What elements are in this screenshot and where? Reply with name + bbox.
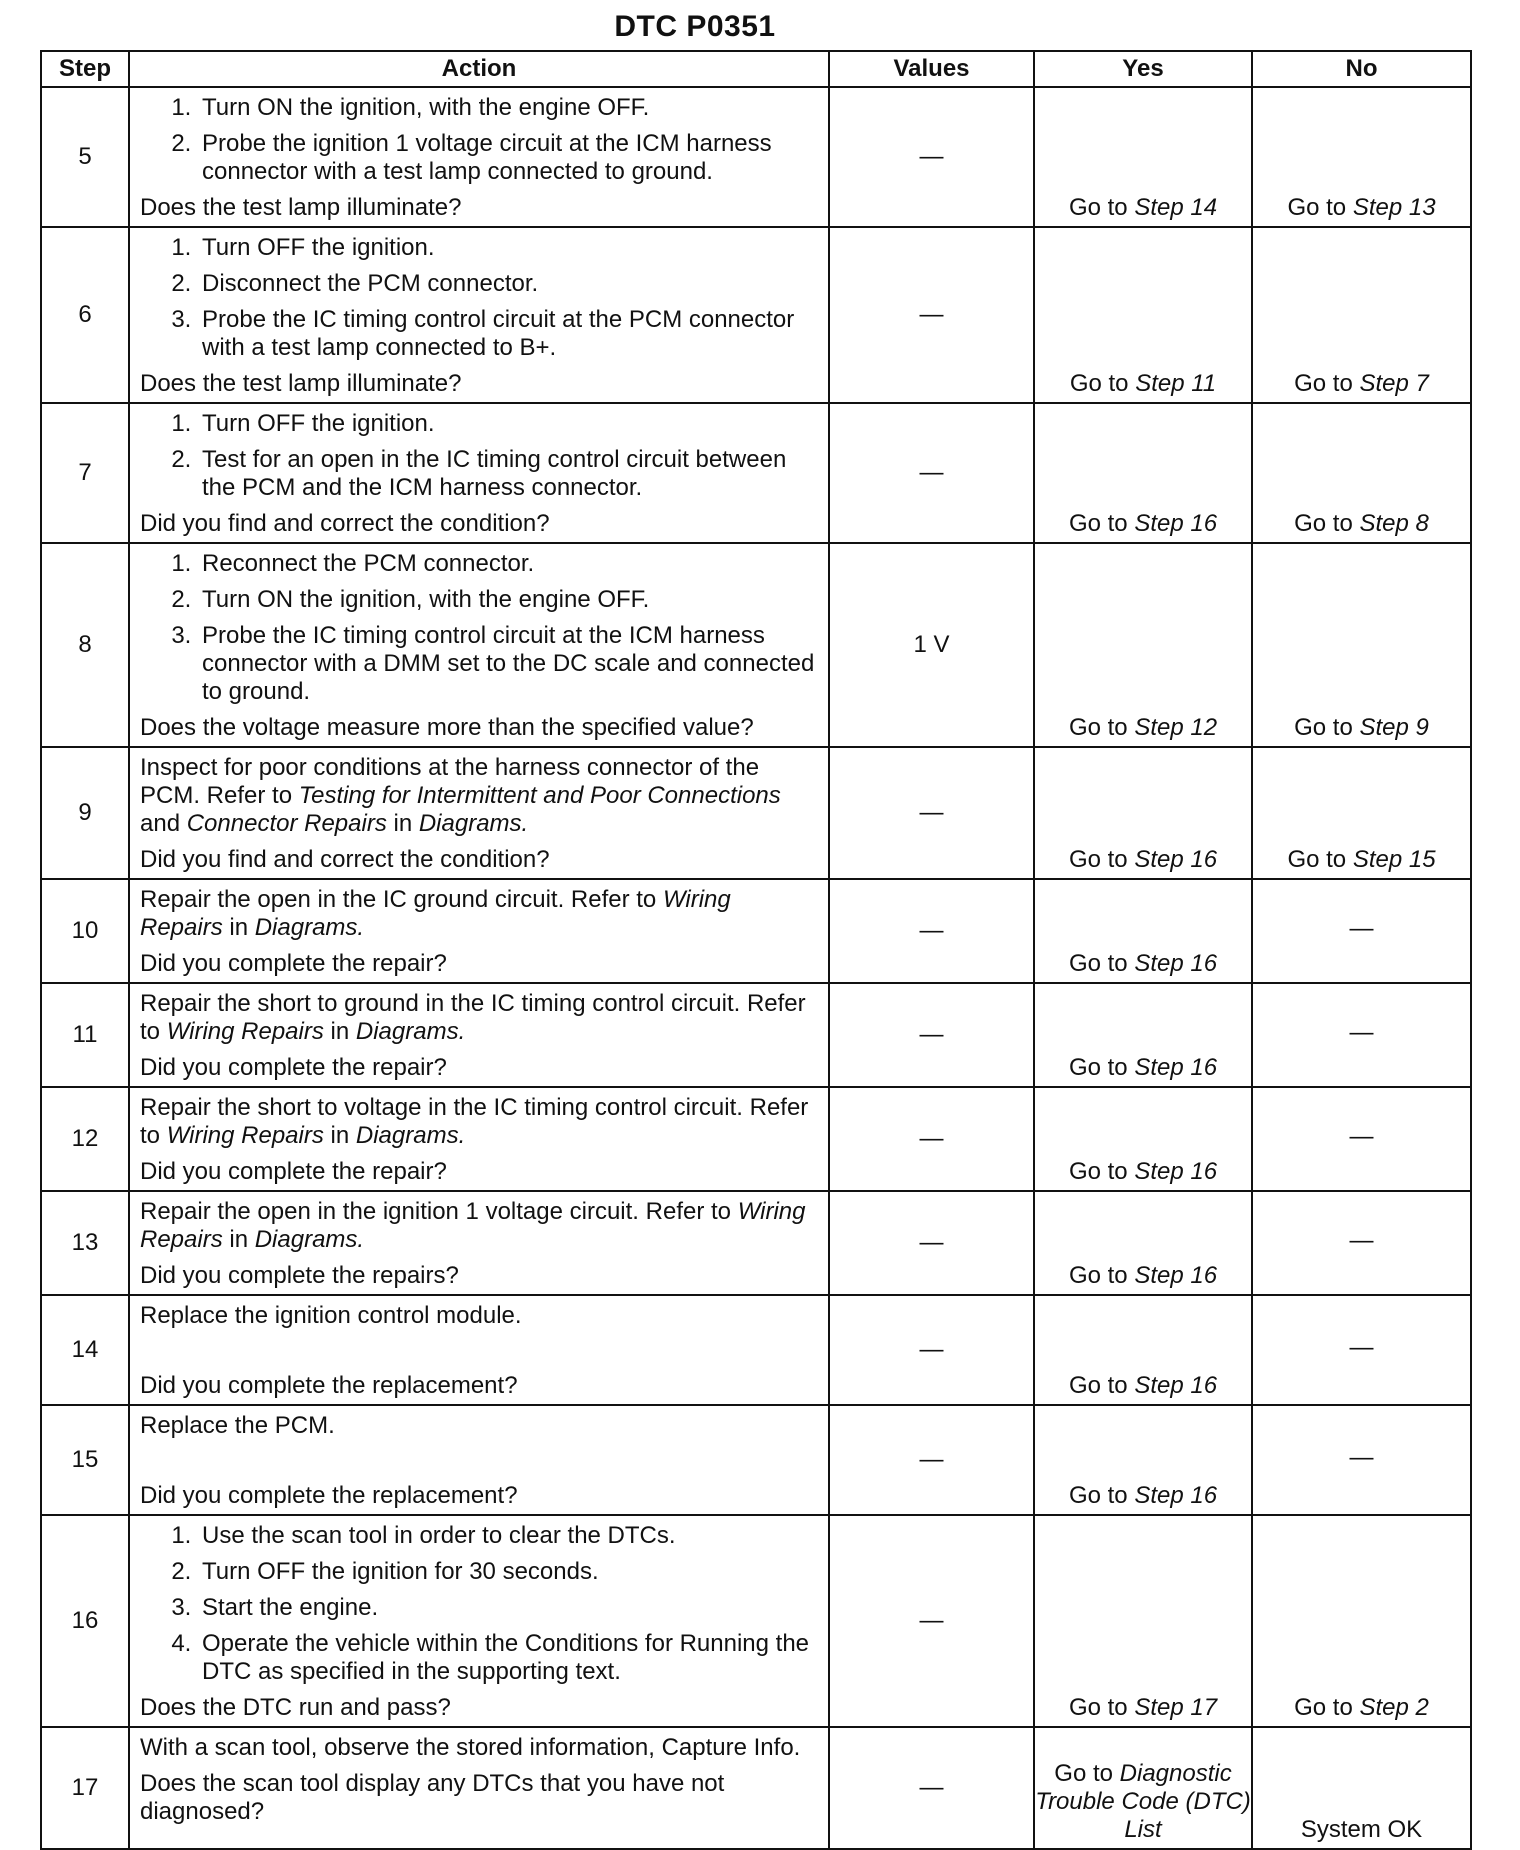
step-number: 10 bbox=[41, 879, 129, 983]
yes-prefix: Go to bbox=[1068, 1054, 1135, 1081]
no-prefix: Go to bbox=[1287, 194, 1353, 221]
yes-target: Step 16 bbox=[1134, 846, 1218, 873]
yes-cell bbox=[1034, 879, 1252, 983]
no-cell: — bbox=[1252, 879, 1471, 983]
no-cell: System OK bbox=[1252, 1727, 1471, 1849]
diagnostic-table bbox=[40, 50, 1472, 1850]
action-cell bbox=[129, 1191, 829, 1295]
table-row bbox=[41, 747, 1471, 879]
no-prefix: Go to bbox=[1294, 714, 1360, 741]
step-number: 15 bbox=[41, 1405, 129, 1515]
value-cell: — bbox=[829, 1405, 1034, 1515]
action-step-item: 1. Reconnect the PCM connector. bbox=[198, 550, 818, 578]
yes-cell bbox=[1034, 983, 1252, 1087]
step-number: 9 bbox=[41, 747, 129, 879]
yes-cell bbox=[1034, 1087, 1252, 1191]
action-text bbox=[140, 754, 818, 838]
no-prefix: Go to bbox=[1294, 510, 1360, 537]
action-cell bbox=[129, 879, 829, 983]
yes-target: Step 16 bbox=[1134, 950, 1218, 977]
reference-link-text: Diagrams. bbox=[254, 1226, 365, 1253]
action-cell bbox=[129, 1727, 829, 1849]
action-text-segment: Repair the open in the IC ground circuit. Refer to bbox=[140, 886, 663, 913]
yes-cell bbox=[1034, 1191, 1252, 1295]
table-row bbox=[41, 1727, 1471, 1849]
yes-cell bbox=[1034, 1515, 1252, 1727]
table-row bbox=[41, 403, 1471, 543]
yes-target: Step 16 bbox=[1134, 1372, 1218, 1399]
action-cell bbox=[129, 1405, 829, 1515]
action-question: Does the DTC run and pass? bbox=[140, 1694, 451, 1721]
value-cell: — bbox=[829, 983, 1034, 1087]
action-step-item: 3. Probe the IC timing control circuit at the PCM connector with a test lamp connected to B+. bbox=[198, 306, 818, 362]
no-cell: — bbox=[1252, 1191, 1471, 1295]
header-no: No bbox=[1252, 51, 1471, 87]
action-question: Did you complete the repair? bbox=[140, 1158, 447, 1185]
yes-target: Step 11 bbox=[1135, 370, 1217, 397]
yes-prefix: Go to bbox=[1069, 370, 1136, 397]
table-row bbox=[41, 879, 1471, 983]
table-row bbox=[41, 227, 1471, 403]
value-cell: — bbox=[829, 227, 1034, 403]
action-text bbox=[140, 990, 818, 1046]
action-text-segment: and bbox=[140, 810, 187, 837]
yes-target: Step 16 bbox=[1134, 510, 1218, 537]
step-number: 5 bbox=[41, 87, 129, 227]
action-step-item: 3. Probe the IC timing control circuit at the ICM harness connector with a DMM set to the DC scale and connected to ground. bbox=[198, 622, 818, 706]
action-question: Did you complete the replacement? bbox=[140, 1482, 518, 1509]
value-cell: 1 V bbox=[829, 543, 1034, 747]
yes-target: Step 16 bbox=[1134, 1262, 1218, 1289]
no-target: Step 7 bbox=[1359, 370, 1429, 397]
no-cell: — bbox=[1252, 1405, 1471, 1515]
action-question: Does the voltage measure more than the specified value? bbox=[140, 714, 754, 741]
reference-link-text: Diagrams. bbox=[418, 810, 529, 837]
action-text-segment: With a scan tool, observe the stored information, Capture Info. bbox=[140, 1734, 801, 1761]
value-cell: — bbox=[829, 1295, 1034, 1405]
spacer bbox=[140, 1448, 818, 1482]
value-cell: — bbox=[829, 87, 1034, 227]
yes-prefix: Go to bbox=[1054, 1760, 1120, 1787]
action-cell bbox=[129, 747, 829, 879]
table-row bbox=[41, 1405, 1471, 1515]
action-step-item: 2. Test for an open in the IC timing control circuit between the PCM and the ICM harness connector. bbox=[198, 446, 818, 502]
step-number: 13 bbox=[41, 1191, 129, 1295]
no-target: Step 13 bbox=[1352, 194, 1436, 221]
yes-target: Diagnostic Trouble Code (DTC) List bbox=[1035, 1760, 1251, 1843]
no-prefix: Go to bbox=[1294, 1694, 1360, 1721]
yes-target: Step 16 bbox=[1134, 1158, 1218, 1185]
yes-target: Step 16 bbox=[1134, 1054, 1218, 1081]
no-target: Step 8 bbox=[1359, 510, 1429, 537]
step-number: 12 bbox=[41, 1087, 129, 1191]
table-row bbox=[41, 1087, 1471, 1191]
action-text bbox=[140, 1302, 818, 1330]
yes-prefix: Go to bbox=[1068, 510, 1135, 537]
action-steps-list bbox=[140, 94, 818, 186]
action-text-segment: Replace the ignition control module. bbox=[140, 1302, 522, 1329]
action-steps-list bbox=[140, 550, 818, 706]
no-cell bbox=[1252, 543, 1471, 747]
yes-prefix: Go to bbox=[1068, 1372, 1135, 1399]
step-number: 7 bbox=[41, 403, 129, 543]
yes-target: Step 12 bbox=[1134, 714, 1218, 741]
header-yes: Yes bbox=[1034, 51, 1252, 87]
action-text-segment: in bbox=[323, 1018, 356, 1045]
yes-target: Step 16 bbox=[1134, 1482, 1218, 1509]
table-row bbox=[41, 543, 1471, 747]
reference-link-text: Connector Repairs bbox=[186, 810, 387, 837]
action-step-item: 3. Start the engine. bbox=[198, 1594, 818, 1622]
yes-target: Step 17 bbox=[1134, 1694, 1218, 1721]
table-row bbox=[41, 983, 1471, 1087]
reference-link-text: Diagrams. bbox=[355, 1122, 466, 1149]
no-cell bbox=[1252, 87, 1471, 227]
action-cell bbox=[129, 983, 829, 1087]
action-step-item: 1. Use the scan tool in order to clear the DTCs. bbox=[198, 1522, 818, 1550]
table-header-row bbox=[41, 51, 1471, 87]
action-question: Did you complete the repair? bbox=[140, 950, 447, 977]
no-cell bbox=[1252, 747, 1471, 879]
action-step-item: 1. Turn OFF the ignition. bbox=[198, 410, 818, 438]
reference-link-text: Diagrams. bbox=[254, 914, 365, 941]
header-values: Values bbox=[829, 51, 1034, 87]
reference-link-text: Diagrams. bbox=[355, 1018, 466, 1045]
value-cell: — bbox=[829, 1191, 1034, 1295]
action-text bbox=[140, 1198, 818, 1254]
no-prefix: Go to bbox=[1294, 370, 1360, 397]
table-row bbox=[41, 87, 1471, 227]
action-cell bbox=[129, 227, 829, 403]
yes-cell bbox=[1034, 747, 1252, 879]
action-text-segment: in bbox=[323, 1122, 356, 1149]
action-text-segment: in bbox=[386, 810, 419, 837]
no-cell bbox=[1252, 403, 1471, 543]
action-text-segment: Repair the short to ground in the IC timing control circuit. Refer to bbox=[140, 990, 806, 1045]
no-cell: — bbox=[1252, 1295, 1471, 1405]
table-row bbox=[41, 1295, 1471, 1405]
value-cell: — bbox=[829, 1515, 1034, 1727]
reference-link-text: Wiring Repairs bbox=[140, 1198, 806, 1253]
yes-prefix: Go to bbox=[1068, 846, 1135, 873]
action-text-segment: Inspect for poor conditions at the harness connector of the PCM. Refer to bbox=[140, 754, 760, 809]
reference-link-text: Testing for Intermittent and Poor Connections bbox=[298, 782, 781, 809]
no-prefix: Go to bbox=[1287, 846, 1353, 873]
header-action: Action bbox=[129, 51, 829, 87]
no-cell bbox=[1252, 227, 1471, 403]
action-cell bbox=[129, 1515, 829, 1727]
action-step-item: 4. Operate the vehicle within the Conditions for Running the DTC as specified in the supporting text. bbox=[198, 1630, 818, 1686]
action-question: Did you find and correct the condition? bbox=[140, 510, 550, 537]
yes-prefix: Go to bbox=[1068, 1262, 1135, 1289]
action-question: Did you complete the repair? bbox=[140, 1054, 447, 1081]
value-cell: — bbox=[829, 1087, 1034, 1191]
step-number: 6 bbox=[41, 227, 129, 403]
value-cell: — bbox=[829, 747, 1034, 879]
value-cell: — bbox=[829, 1727, 1034, 1849]
no-target: Step 9 bbox=[1359, 714, 1429, 741]
yes-prefix: Go to bbox=[1068, 714, 1135, 741]
action-steps-list bbox=[140, 410, 818, 502]
reference-link-text: Wiring Repairs bbox=[140, 886, 731, 941]
step-number: 16 bbox=[41, 1515, 129, 1727]
action-cell bbox=[129, 403, 829, 543]
action-step-item: 2. Turn OFF the ignition for 30 seconds. bbox=[198, 1558, 818, 1586]
yes-prefix: Go to bbox=[1068, 1158, 1135, 1185]
action-steps-list bbox=[140, 234, 818, 362]
action-text bbox=[140, 1412, 818, 1440]
table-row bbox=[41, 1191, 1471, 1295]
step-number: 11 bbox=[41, 983, 129, 1087]
action-step-item: 2. Turn ON the ignition, with the engine OFF. bbox=[198, 586, 818, 614]
yes-cell bbox=[1034, 1405, 1252, 1515]
no-cell: — bbox=[1252, 1087, 1471, 1191]
page-title: DTC P0351 bbox=[614, 10, 776, 43]
yes-target: Step 14 bbox=[1134, 194, 1218, 221]
step-number: 17 bbox=[41, 1727, 129, 1849]
action-text-segment: in bbox=[222, 914, 255, 941]
action-cell bbox=[129, 1295, 829, 1405]
action-question: Did you complete the replacement? bbox=[140, 1372, 518, 1399]
action-step-item: 1. Turn OFF the ignition. bbox=[198, 234, 818, 262]
action-question: Does the scan tool display any DTCs that you have not diagnosed? bbox=[140, 1770, 725, 1825]
no-cell: — bbox=[1252, 983, 1471, 1087]
action-cell bbox=[129, 87, 829, 227]
action-question: Does the test lamp illuminate? bbox=[140, 194, 462, 221]
action-text bbox=[140, 1734, 818, 1762]
yes-cell bbox=[1034, 227, 1252, 403]
yes-cell bbox=[1034, 87, 1252, 227]
action-step-item: 2. Disconnect the PCM connector. bbox=[198, 270, 818, 298]
step-number: 14 bbox=[41, 1295, 129, 1405]
action-text-segment: Repair the short to voltage in the IC timing control circuit. Refer to bbox=[140, 1094, 809, 1149]
yes-prefix: Go to bbox=[1068, 1482, 1135, 1509]
spacer bbox=[140, 1338, 818, 1372]
reference-link-text: Wiring Repairs bbox=[166, 1018, 324, 1045]
action-cell bbox=[129, 543, 829, 747]
action-step-item: 2. Probe the ignition 1 voltage circuit at the ICM harness connector with a test lamp connected to ground. bbox=[198, 130, 818, 186]
no-target: Step 15 bbox=[1352, 846, 1436, 873]
yes-cell bbox=[1034, 543, 1252, 747]
reference-link-text: Wiring Repairs bbox=[166, 1122, 324, 1149]
yes-cell bbox=[1034, 403, 1252, 543]
yes-prefix: Go to bbox=[1068, 1694, 1135, 1721]
yes-prefix: Go to bbox=[1068, 194, 1135, 221]
action-question: Did you find and correct the condition? bbox=[140, 846, 550, 873]
step-number: 8 bbox=[41, 543, 129, 747]
action-text-segment: in bbox=[222, 1226, 255, 1253]
table-row bbox=[41, 1515, 1471, 1727]
action-text-segment: Repair the open in the ignition 1 voltage circuit. Refer to bbox=[140, 1198, 738, 1225]
action-step-item: 1. Turn ON the ignition, with the engine OFF. bbox=[198, 94, 818, 122]
no-target: Step 2 bbox=[1359, 1694, 1429, 1721]
header-step: Step bbox=[41, 51, 129, 87]
no-cell bbox=[1252, 1515, 1471, 1727]
yes-cell bbox=[1034, 1727, 1252, 1849]
action-text-segment: Replace the PCM. bbox=[140, 1412, 335, 1439]
value-cell: — bbox=[829, 879, 1034, 983]
yes-prefix: Go to bbox=[1068, 950, 1135, 977]
yes-cell bbox=[1034, 1295, 1252, 1405]
action-question: Does the test lamp illuminate? bbox=[140, 370, 462, 397]
action-text bbox=[140, 1094, 818, 1150]
action-steps-list bbox=[140, 1522, 818, 1686]
value-cell: — bbox=[829, 403, 1034, 543]
action-question: Did you complete the repairs? bbox=[140, 1262, 459, 1289]
action-text bbox=[140, 886, 818, 942]
action-cell bbox=[129, 1087, 829, 1191]
